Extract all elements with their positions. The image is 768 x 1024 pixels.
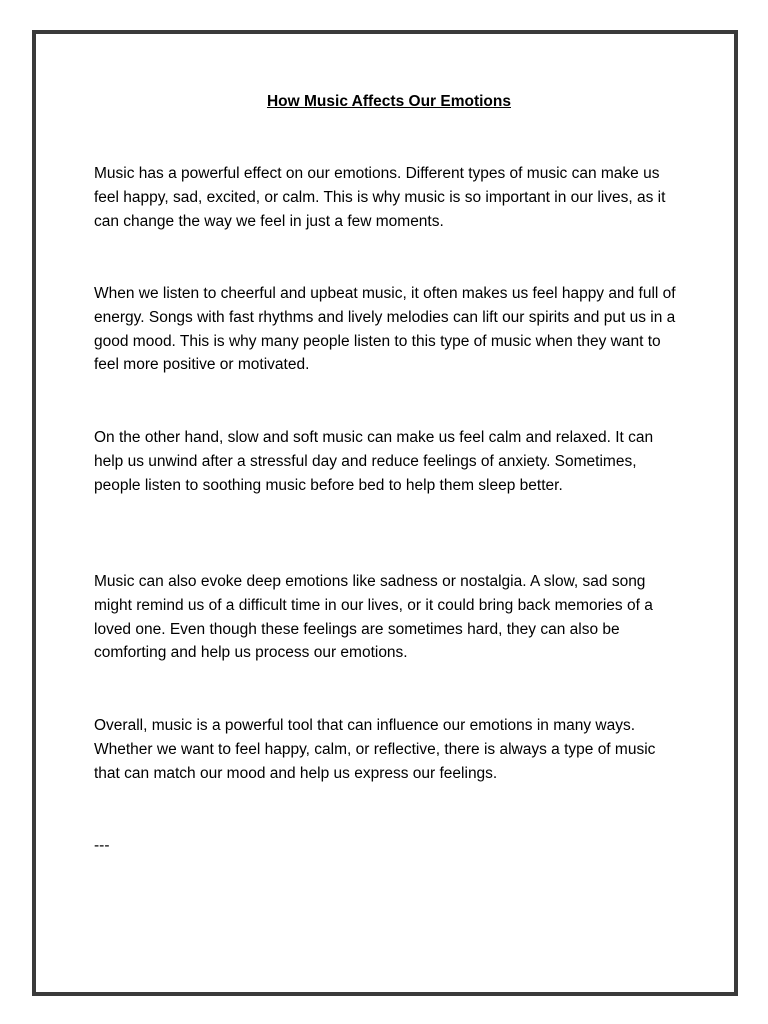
paragraph-5: Overall, music is a powerful tool that can influence our emotions in many ways. Whether we want to feel happy, calm, or reflective, there is always a type of music that can match our mood and help us express our feelings. (94, 717, 656, 782)
document-page (32, 30, 738, 996)
paragraph-2: When we listen to cheerful and upbeat music, it often makes us feel happy and full of energy. Songs with fast rhythms and lively melodies can lift our spirits and put us in a good mood. This is why many people listen to this type of music when they want to feel more positive or motivated. (94, 285, 676, 374)
document-title: How Music Affects Our Emotions (266, 93, 511, 110)
paragraph-4: Music can also evoke deep emotions like sadness or nostalgia. A slow, sad song might remind us of a difficult time in our lives, or it could bring back memories of a loved one. Even though these feelings are sometimes hard, they can also be comforting and help us process our emotions. (94, 573, 653, 662)
document-body (94, 90, 684, 854)
separator-text: --- (94, 837, 110, 854)
paragraph-1: Music has a powerful effect on our emotions. Different types of music can make us feel happy, sad, excited, or calm. This is why music is so important in our lives, as it can change the way we feel in just a few moments. (94, 165, 666, 230)
paragraph-3: On the other hand, slow and soft music can make us feel calm and relaxed. It can help us unwind after a stressful day and reduce feelings of anxiety. Sometimes, people listen to soothing music before bed to help them sleep better. (94, 429, 654, 494)
